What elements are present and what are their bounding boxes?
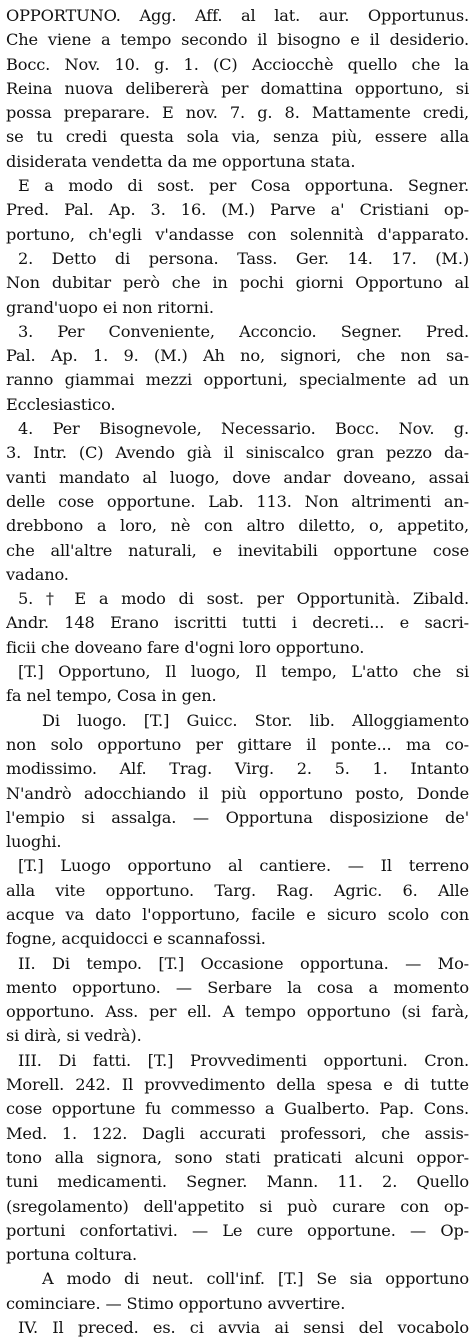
entry-line: cominciare. — Stimo opportuno avvertire. (6, 1293, 346, 1313)
entry-line: che all'altre naturali, e inevitabili opportune cose (6, 540, 469, 560)
entry-line: portuno, ch'egli v'andasse con solennità d'apparato. (6, 224, 469, 244)
entry-line: mento opportuno. — Serbare la cosa a momento (6, 977, 469, 997)
entry-line: l'empio si assalga. — Opportuna disposizione de' (6, 807, 469, 827)
entry-line: vadano. (6, 564, 69, 584)
entry-line: III. Di fatti. [T.] Provvedimenti opportuni. Cron. (18, 1050, 469, 1070)
entry-line: 2. Detto di persona. Tass. Ger. 14. 17. (M.) (18, 248, 469, 268)
entry-line: fogne, acquidocci e scannafossi. (6, 929, 266, 949)
entry-line: tono alla signora, sono stati praticati alcuni oppor- (6, 1147, 469, 1167)
entry-line: disiderata vendetta da me opportuna stata. (6, 151, 356, 171)
entry-line: [T.] Luogo opportuno al cantiere. — Il terreno (18, 856, 469, 876)
entry-line: luoghi. (6, 832, 62, 852)
entry-line: Reina nuova delibererà per domattina opportuno, si (6, 78, 469, 98)
entry-line: grand'uopo ei non ritorni. (6, 297, 214, 317)
entry-line: Pal. Ap. 1. 9. (M.) Ah no, signori, che non sa- (6, 346, 469, 366)
entry-line: Bocc. Nov. 10. g. 1. (C) Acciocchè quello che la (6, 54, 469, 74)
entry-line: [T.] Opportuno, Il luogo, Il tempo, L'atto che si (18, 662, 469, 682)
entry-line: N'andrò adocchiando il più opportuno posto, Donde (6, 783, 469, 803)
entry-line: II. Di tempo. [T.] Occasione opportuna. — Mo- (18, 953, 469, 973)
entry-line: (sregolamento) dell'appetito si può curare con op- (6, 1196, 469, 1216)
entry-line: Di luogo. [T.] Guicc. Stor. lib. Alloggiamento (42, 710, 469, 730)
entry-line: Morell. 242. Il provvedimento della spesa e di tutte (6, 1075, 469, 1095)
entry-line: Med. 1. 122. Dagli accurati professori, che assis- (6, 1123, 469, 1143)
entry-line: 4. Per Bisognevole, Necessario. Bocc. Nov. g. (18, 419, 469, 439)
entry-line: se tu credi questa sola via, senza più, essere alla (6, 127, 469, 147)
entry-line: 5. † E a modo di sost. per Opportunità. Zibald. (18, 589, 469, 609)
entry-line: vanti mandato al luogo, dove andar doveano, assai (6, 467, 469, 487)
entry-line: possa preparare. E nov. 7. g. 8. Mattamente credi, (6, 103, 469, 123)
entry-line: ficii che doveano fare d'ogni loro opportuno. (6, 637, 365, 657)
entry-line: A modo di neut. coll'inf. [T.] Se sia opportuno (42, 1269, 469, 1289)
entry-line: acque va dato l'opportuno, facile e sicuro scolo con (6, 904, 469, 924)
entry-line: OPPORTUNO. Agg. Aff. al lat. aur. Opportunus. (6, 6, 469, 25)
entry-line: fa nel tempo, Cosa in gen. (6, 686, 217, 706)
entry-line: portuna coltura. (6, 1245, 138, 1265)
entry-line: 3. Intr. (C) Avendo già il siniscalco gran pezzo da- (6, 443, 469, 463)
entry-line: E a modo di sost. per Cosa opportuna. Segner. (18, 176, 469, 196)
entry-line: Che viene a tempo secondo il bisogno e il desiderio. (6, 30, 469, 50)
entry-line: opportuno. Ass. per ell. A tempo opportuno (si farà, (6, 1002, 469, 1022)
entry-line: Pred. Pal. Ap. 3. 16. (M.) Parve a' Cristiani op- (6, 200, 469, 220)
entry-line: ranno giammai mezzi opportuni, specialmente ad un (6, 370, 469, 390)
entry-line: tuni medicamenti. Segner. Mann. 11. 2. Quello (6, 1172, 469, 1192)
entry-line: Ecclesiastico. (6, 394, 116, 414)
entry-line: Andr. 148 Erano iscritti tutti i decreti... e sacri- (6, 613, 469, 633)
entry-line: modissimo. Alf. Trag. Virg. 2. 5. 1. Intanto (6, 759, 469, 779)
entry-line: delle cose opportune. Lab. 113. Non altrimenti an- (6, 491, 469, 511)
entry-line: drebbono a loro, nè con altro diletto, o, appetito, (6, 516, 469, 536)
entry-line: non solo opportuno per gittare il ponte... ma co- (6, 734, 469, 754)
entry-line: 3. Per Conveniente, Acconcio. Segner. Pred. (18, 321, 469, 341)
entry-line: si dirà, si vedrà). (6, 1026, 142, 1046)
entry-line: alla vite opportuno. Targ. Rag. Agric. 6. Alle (6, 880, 469, 900)
entry-line: Non dubitar però che in pochi giorni Opportuno al (6, 273, 469, 293)
entry-line: IV. Il preced. es. ci avvia ai sensi del vocabolo (18, 1318, 469, 1338)
entry-line: portuni confortativi. — Le cure opportune. — Op- (6, 1220, 469, 1240)
entry-line: cose opportune fu commesso a Gualberto. Pap. Cons. (6, 1099, 469, 1119)
